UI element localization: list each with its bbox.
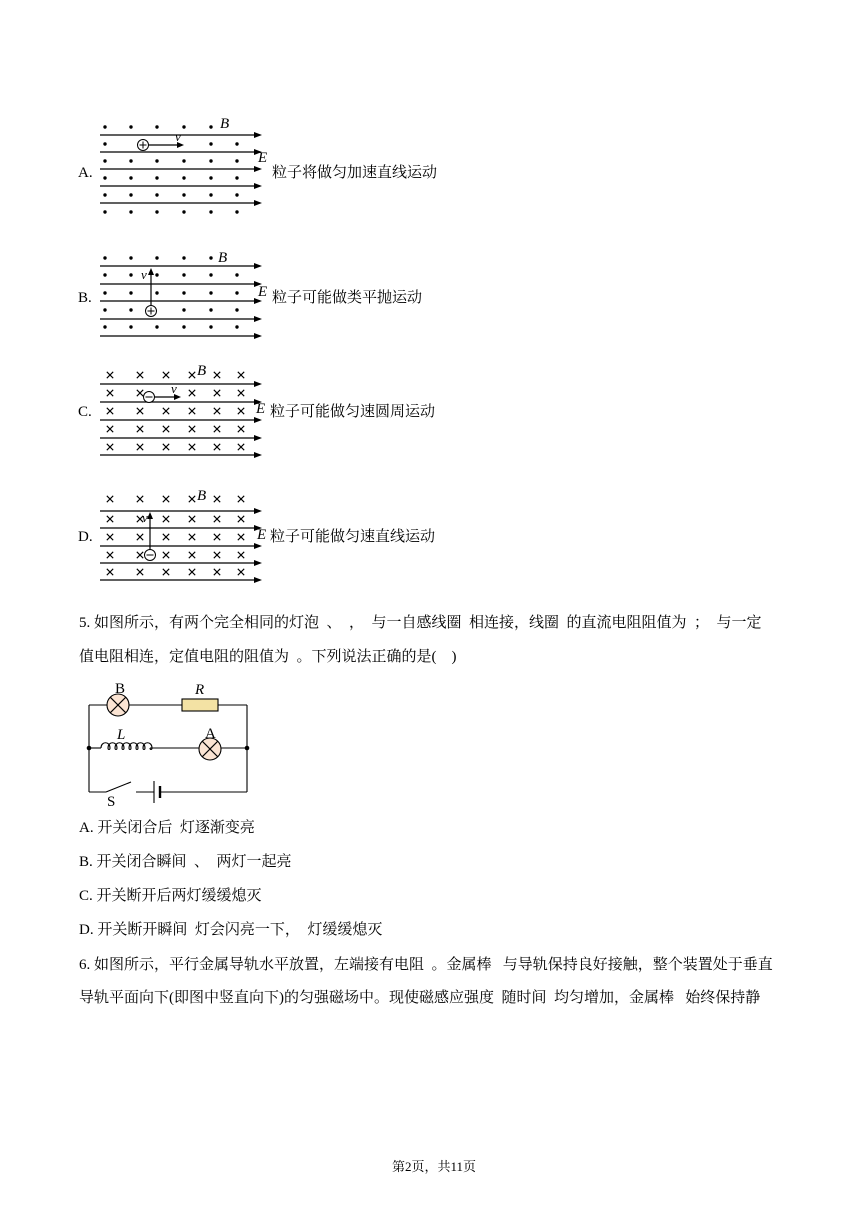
- field-dot-icon: [235, 193, 238, 196]
- field-cross-icon: [214, 408, 220, 414]
- junction-node: [87, 746, 92, 751]
- field-cross-icon: [163, 372, 169, 378]
- velocity-label: v: [171, 381, 177, 396]
- electric-field-label: E: [256, 401, 266, 417]
- field-cross-icon: [107, 496, 113, 502]
- field-dot-icon: [103, 176, 106, 179]
- circuit-diagram: [80, 676, 260, 808]
- electric-field-label: E: [258, 150, 268, 166]
- field-dot-icon: [209, 325, 212, 328]
- field-cross-icon: [163, 444, 169, 450]
- field-cross-icon: [189, 516, 195, 522]
- field-dot-icon: [155, 193, 158, 196]
- field-dot-icon: [103, 159, 106, 162]
- field-cross-icon: [107, 569, 113, 575]
- electric-field-line: [100, 399, 262, 405]
- field-dot-icon: [209, 291, 212, 294]
- field-cross-icon: [137, 552, 143, 558]
- velocity-label: v: [141, 267, 147, 282]
- field-cross-icon: [163, 534, 169, 540]
- question-5-line-2: 值电阻相连，定值电阻的阻值为 。下列说法正确的是( ): [79, 649, 457, 665]
- field-cross-icon: [107, 534, 113, 540]
- lamp-b-icon: [107, 694, 129, 716]
- electric-field-line: [100, 132, 262, 138]
- question-5-option-a: A. 开关闭合后 灯逐渐变亮: [79, 820, 255, 836]
- magnetic-field-markers: [103, 256, 238, 328]
- electric-field-line: [100, 316, 262, 322]
- field-dot-icon: [209, 142, 212, 145]
- field-cross-icon: [189, 444, 195, 450]
- positive-charge-icon: [138, 140, 149, 151]
- field-dot-icon: [235, 159, 238, 162]
- page-footer: 第2页，共11页: [391, 1159, 477, 1174]
- field-dot-icon: [103, 193, 106, 196]
- electric-field-line: [100, 263, 262, 269]
- field-dot-icon: [103, 325, 106, 328]
- magnetic-field-label: B: [218, 250, 228, 266]
- negative-charge-icon: [144, 392, 155, 403]
- field-cross-icon: [107, 426, 113, 432]
- field-cross-icon: [238, 496, 244, 502]
- field-dot-icon: [129, 273, 132, 276]
- switch-icon: [106, 782, 131, 792]
- magnetic-field-label: B: [220, 116, 230, 132]
- electric-field-line: [100, 452, 262, 458]
- electric-field-line: [100, 560, 262, 566]
- option-c-text: 粒子可能做匀速圆周运动: [270, 404, 436, 420]
- field-dot-icon: [103, 256, 106, 259]
- positive-charge-icon: [146, 306, 157, 317]
- field-cross-icon: [107, 408, 113, 414]
- electric-field-line: [100, 435, 262, 441]
- electric-field-line: [100, 381, 262, 387]
- figure-option-c: [96, 360, 276, 462]
- field-dot-icon: [155, 291, 158, 294]
- field-dot-icon: [182, 256, 185, 259]
- field-dot-icon: [235, 210, 238, 213]
- field-cross-icon: [189, 408, 195, 414]
- field-dot-icon: [209, 308, 212, 311]
- field-dot-icon: [103, 308, 106, 311]
- field-cross-icon: [238, 390, 244, 396]
- field-cross-icon: [137, 496, 143, 502]
- question-5-line-1: 5. 如图所示，有两个完全相同的灯泡 、 ， 与一自感线圈 相连接，线圈 的直流电阻阻值为 ； 与一定: [79, 615, 762, 631]
- question-6-line-2: 导轨平面向下(即图中竖直向下)的匀强磁场中。现使磁感应强度 随时间 均匀增加，金属棒 始终保持静: [79, 990, 761, 1006]
- electric-field-line: [100, 525, 262, 531]
- electric-field-line: [100, 333, 262, 339]
- lamp-a-label: A: [205, 726, 216, 742]
- electric-field-lines: [100, 508, 262, 583]
- field-cross-icon: [238, 372, 244, 378]
- field-cross-icon: [189, 390, 195, 396]
- field-cross-icon: [107, 390, 113, 396]
- negative-charge-icon: [145, 550, 156, 561]
- field-cross-icon: [238, 444, 244, 450]
- field-dot-icon: [235, 325, 238, 328]
- field-cross-icon: [107, 516, 113, 522]
- field-dot-icon: [182, 291, 185, 294]
- field-dot-icon: [129, 210, 132, 213]
- junction-node: [245, 746, 250, 751]
- field-dot-icon: [129, 159, 132, 162]
- figure-option-d: [96, 486, 276, 588]
- field-dot-icon: [182, 325, 185, 328]
- field-cross-icon: [137, 372, 143, 378]
- field-cross-icon: [189, 552, 195, 558]
- field-dot-icon: [129, 125, 132, 128]
- question-6-line-1: 6. 如图所示，平行金属导轨水平放置，左端接有电阻 。金属棒 与导轨保持良好接触，整个装置处于垂直: [79, 957, 773, 973]
- field-cross-icon: [137, 408, 143, 414]
- electric-field-line: [100, 298, 262, 304]
- field-dot-icon: [235, 273, 238, 276]
- field-dot-icon: [129, 256, 132, 259]
- electric-field-line: [100, 166, 262, 172]
- field-dot-icon: [155, 210, 158, 213]
- electric-field-lines: [100, 381, 262, 458]
- field-dot-icon: [103, 142, 106, 145]
- electric-field-line: [100, 508, 262, 514]
- field-dot-icon: [103, 125, 106, 128]
- field-dot-icon: [129, 193, 132, 196]
- battery-icon: [154, 781, 160, 803]
- figure-option-b: [96, 246, 276, 342]
- option-d-label: D.: [78, 529, 93, 545]
- option-c-label: C.: [78, 404, 92, 420]
- field-cross-icon: [214, 426, 220, 432]
- field-dot-icon: [209, 256, 212, 259]
- field-cross-icon: [214, 372, 220, 378]
- electric-field-line: [100, 577, 262, 583]
- field-cross-icon: [189, 372, 195, 378]
- field-cross-icon: [214, 569, 220, 575]
- field-dot-icon: [155, 125, 158, 128]
- field-dot-icon: [209, 159, 212, 162]
- field-dot-icon: [209, 210, 212, 213]
- field-dot-icon: [209, 176, 212, 179]
- field-cross-icon: [137, 390, 143, 396]
- field-cross-icon: [189, 569, 195, 575]
- field-cross-icon: [238, 569, 244, 575]
- velocity-arrow: [148, 268, 154, 305]
- field-cross-icon: [137, 534, 143, 540]
- field-dot-icon: [182, 176, 185, 179]
- field-dot-icon: [155, 325, 158, 328]
- lamp-b-label: B: [115, 681, 126, 697]
- magnetic-field-label: B: [197, 488, 207, 504]
- electric-field-line: [100, 281, 262, 287]
- field-dot-icon: [155, 256, 158, 259]
- velocity-label: v: [175, 129, 181, 144]
- question-5-option-c: C. 开关断开后两灯缓缓熄灭: [79, 888, 262, 904]
- field-dot-icon: [129, 291, 132, 294]
- figure-option-a: [96, 112, 276, 220]
- field-cross-icon: [163, 569, 169, 575]
- field-cross-icon: [107, 552, 113, 558]
- field-cross-icon: [163, 408, 169, 414]
- field-cross-icon: [189, 534, 195, 540]
- field-cross-icon: [238, 534, 244, 540]
- field-cross-icon: [163, 552, 169, 558]
- field-cross-icon: [214, 496, 220, 502]
- field-cross-icon: [163, 496, 169, 502]
- field-dot-icon: [209, 125, 212, 128]
- inductor-label: L: [117, 727, 126, 743]
- option-d-text: 粒子可能做匀速直线运动: [270, 529, 436, 545]
- field-cross-icon: [238, 552, 244, 558]
- field-cross-icon: [214, 516, 220, 522]
- field-dot-icon: [129, 176, 132, 179]
- option-b-label: B.: [78, 290, 92, 306]
- field-dot-icon: [155, 273, 158, 276]
- field-dot-icon: [103, 210, 106, 213]
- field-dot-icon: [209, 273, 212, 276]
- field-dot-icon: [182, 193, 185, 196]
- field-dot-icon: [235, 142, 238, 145]
- option-b-text: 粒子可能做类平抛运动: [272, 290, 423, 306]
- field-cross-icon: [163, 426, 169, 432]
- electric-field-line: [100, 417, 262, 423]
- circuit-wires: [89, 705, 247, 792]
- velocity-arrow: [147, 512, 153, 549]
- field-cross-icon: [107, 372, 113, 378]
- electric-field-line: [100, 543, 262, 549]
- option-a-text: 粒子将做匀加速直线运动: [272, 165, 438, 181]
- velocity-arrow: [155, 394, 181, 400]
- field-cross-icon: [214, 444, 220, 450]
- field-cross-icon: [137, 569, 143, 575]
- field-dot-icon: [129, 308, 132, 311]
- field-dot-icon: [182, 273, 185, 276]
- field-dot-icon: [182, 125, 185, 128]
- question-5-option-d: D. 开关断开瞬间 灯会闪亮一下， 灯缓缓熄灭: [79, 922, 383, 938]
- electric-field-line: [100, 200, 262, 206]
- field-cross-icon: [189, 496, 195, 502]
- field-cross-icon: [137, 426, 143, 432]
- field-cross-icon: [163, 516, 169, 522]
- field-cross-icon: [238, 408, 244, 414]
- field-dot-icon: [182, 308, 185, 311]
- field-dot-icon: [103, 273, 106, 276]
- field-cross-icon: [214, 534, 220, 540]
- field-dot-icon: [235, 308, 238, 311]
- field-dot-icon: [209, 193, 212, 196]
- electric-field-label: E: [258, 284, 268, 300]
- field-dot-icon: [155, 176, 158, 179]
- field-cross-icon: [238, 426, 244, 432]
- field-cross-icon: [214, 390, 220, 396]
- question-5-option-b: B. 开关闭合瞬间 、 两灯一起亮: [79, 854, 292, 870]
- field-cross-icon: [107, 444, 113, 450]
- field-cross-icon: [137, 444, 143, 450]
- field-dot-icon: [103, 291, 106, 294]
- field-dot-icon: [182, 210, 185, 213]
- inductor-coil-icon: [101, 743, 152, 750]
- resistor-label: R: [195, 682, 205, 698]
- field-dot-icon: [235, 291, 238, 294]
- field-dot-icon: [155, 159, 158, 162]
- field-cross-icon: [238, 516, 244, 522]
- field-dot-icon: [235, 176, 238, 179]
- field-dot-icon: [182, 159, 185, 162]
- electric-field-line: [100, 183, 262, 189]
- resistor-icon: [182, 699, 218, 711]
- field-cross-icon: [214, 552, 220, 558]
- option-a-label: A.: [78, 165, 93, 181]
- field-dot-icon: [129, 325, 132, 328]
- electric-field-line: [100, 149, 262, 155]
- velocity-label: v: [142, 510, 148, 525]
- field-cross-icon: [189, 426, 195, 432]
- switch-label: S: [107, 794, 116, 810]
- magnetic-field-label: B: [197, 363, 207, 379]
- electric-field-label: E: [257, 527, 267, 543]
